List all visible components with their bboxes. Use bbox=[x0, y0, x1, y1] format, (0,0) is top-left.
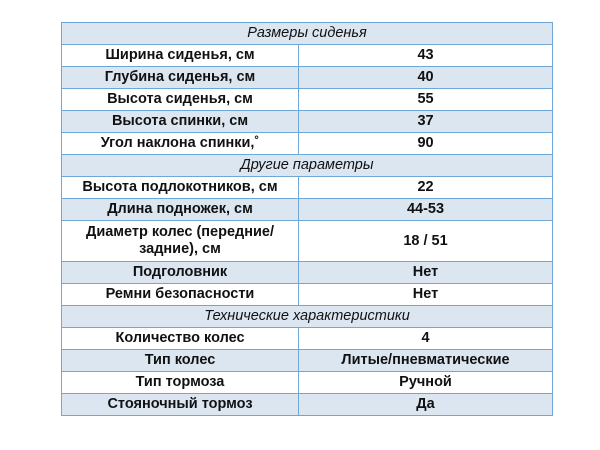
row-label: Длина подножек, см bbox=[62, 199, 299, 221]
table-row bbox=[62, 284, 553, 306]
spec-table bbox=[61, 22, 553, 416]
row-value: Нет bbox=[299, 284, 553, 306]
section-header-other-parameters bbox=[62, 155, 553, 177]
table-row bbox=[62, 328, 553, 350]
row-label: Тип тормоза bbox=[62, 372, 299, 394]
row-value: 22 bbox=[299, 177, 553, 199]
row-label: Диаметр колес (передние/задние), см bbox=[62, 221, 299, 262]
table-row bbox=[62, 133, 553, 155]
row-label: Высота спинки, см bbox=[62, 111, 299, 133]
table-row bbox=[62, 45, 553, 67]
table-row bbox=[62, 262, 553, 284]
row-value: 4 bbox=[299, 328, 553, 350]
row-value: Нет bbox=[299, 262, 553, 284]
row-value: 43 bbox=[299, 45, 553, 67]
row-label: Тип колес bbox=[62, 350, 299, 372]
row-value: Литые/пневматические bbox=[299, 350, 553, 372]
table-row bbox=[62, 177, 553, 199]
row-label: Количество колес bbox=[62, 328, 299, 350]
section-title: Технические характеристики bbox=[62, 306, 553, 328]
row-value: 90 bbox=[299, 133, 553, 155]
row-label: Высота подлокотников, см bbox=[62, 177, 299, 199]
row-label: Угол наклона спинки,˚ bbox=[62, 133, 299, 155]
row-label: Подголовник bbox=[62, 262, 299, 284]
table-row bbox=[62, 199, 553, 221]
table-row bbox=[62, 350, 553, 372]
row-value: 18 / 51 bbox=[299, 221, 553, 262]
row-value: 55 bbox=[299, 89, 553, 111]
row-value: Да bbox=[299, 394, 553, 416]
table-row bbox=[62, 89, 553, 111]
table-row bbox=[62, 67, 553, 89]
row-label: Ширина сиденья, см bbox=[62, 45, 299, 67]
section-title: Другие параметры bbox=[62, 155, 553, 177]
section-title: Размеры сиденья bbox=[62, 23, 553, 45]
row-value: Ручной bbox=[299, 372, 553, 394]
row-label: Стояночный тормоз bbox=[62, 394, 299, 416]
table-row bbox=[62, 372, 553, 394]
row-value: 37 bbox=[299, 111, 553, 133]
table-row bbox=[62, 394, 553, 416]
row-value: 40 bbox=[299, 67, 553, 89]
row-value: 44-53 bbox=[299, 199, 553, 221]
section-header-seat-dimensions bbox=[62, 23, 553, 45]
section-header-technical-specs bbox=[62, 306, 553, 328]
row-label: Ремни безопасности bbox=[62, 284, 299, 306]
table-row bbox=[62, 221, 553, 262]
row-label: Высота сиденья, см bbox=[62, 89, 299, 111]
row-label: Глубина сиденья, см bbox=[62, 67, 299, 89]
table-row bbox=[62, 111, 553, 133]
